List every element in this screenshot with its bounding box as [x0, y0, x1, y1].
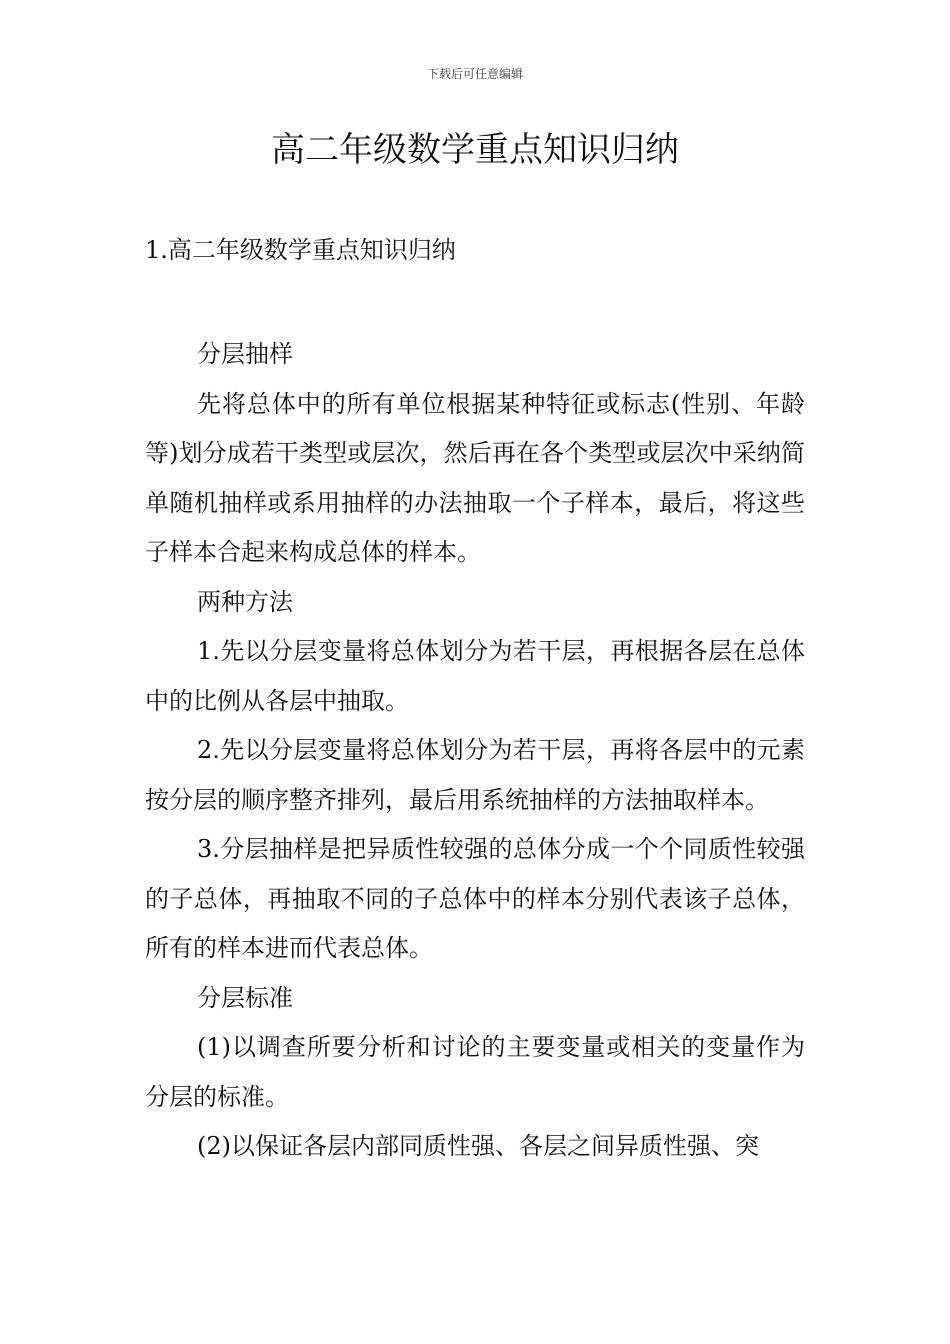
- section-heading: 1.高二年级数学重点知识归纳: [145, 236, 456, 264]
- paragraph-method-2: 2.先以分层变量将总体划分为若干层，再将各层中的元素按分层的顺序整齐排列，最后用系统抽样的方法抽取样本。: [145, 736, 805, 814]
- subheading-stratification-criteria: 分层标准: [197, 983, 293, 1012]
- paragraph-criterion-1: (1)以调查所要分析和讨论的主要变量或相关的变量作为分层的标准。: [145, 1033, 805, 1111]
- paragraph-definition: 先将总体中的所有单位根据某种特征或标志(性别、年龄等)划分成若干类型或层次，然后再在各个类型或层次中采纳简单随机抽样或系用抽样的办法抽取一个子样本，最后，将这些子样本合起来构成总体的样本。: [145, 389, 805, 566]
- document-body: [145, 330, 805, 1172]
- subheading-stratified-sampling: 分层抽样: [197, 340, 293, 368]
- header-note: 下载后可任意编辑: [426, 67, 523, 81]
- paragraph-method-1: 1.先以分层变量将总体划分为若干层，再根据各层在总体中的比例从各层中抽取。: [145, 637, 805, 715]
- document-title: 高二年级数学重点知识归纳: [271, 130, 679, 170]
- paragraph-criterion-2: (2)以保证各层内部同质性强、各层之间异质性强、突: [197, 1132, 759, 1160]
- subheading-two-methods: 两种方法: [197, 587, 293, 616]
- paragraph-method-3: 3.分层抽样是把异质性较强的总体分成一个个同质性较强的子总体，再抽取不同的子总体中的样本分别代表该子总体，所有的样本进而代表总体。: [145, 835, 805, 962]
